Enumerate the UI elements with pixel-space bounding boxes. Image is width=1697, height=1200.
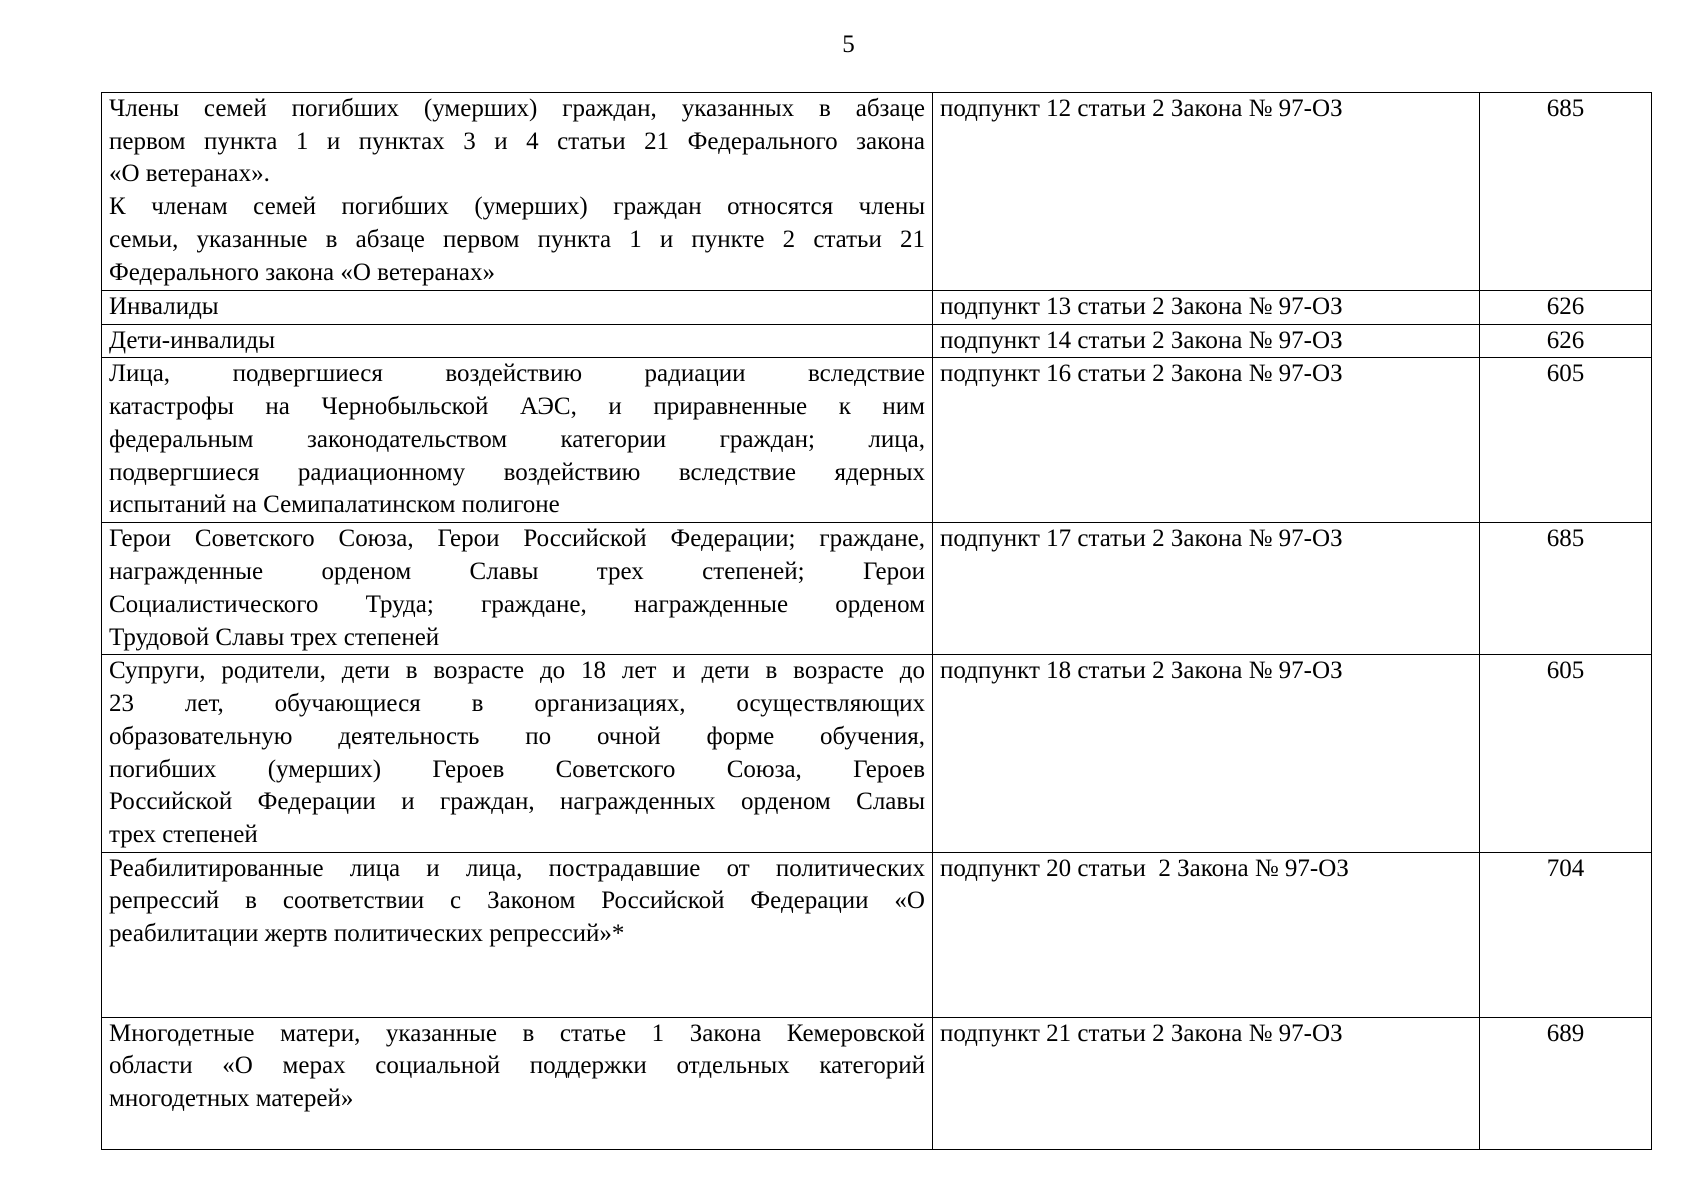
category-line: Многодетные матери, указанные в статье 1 Закона Кемеровской xyxy=(109,1019,925,1047)
category-cell xyxy=(102,93,933,291)
category-cell xyxy=(102,291,933,325)
amount-cell: 689 xyxy=(1480,1017,1652,1149)
category-line: репрессий в соответствии с Законом Российской Федерации «О xyxy=(109,887,925,915)
category-line: федеральным законодательством категории граждан; лица, xyxy=(109,425,925,453)
category-cell xyxy=(102,852,933,1017)
category-line: подвергшиеся радиационному воздействию вследствие ядерных xyxy=(109,458,925,486)
amount-cell: 704 xyxy=(1480,852,1652,1017)
category-line: Федерального закона «О ветеранах» xyxy=(109,258,496,286)
table-row xyxy=(102,655,1652,852)
amount-cell: 685 xyxy=(1480,93,1652,291)
amount-cell: 605 xyxy=(1480,358,1652,523)
category-line: образовательную деятельность по очной форме обучения, xyxy=(109,722,925,750)
table-row xyxy=(102,852,1652,1017)
category-cell xyxy=(102,523,933,655)
law-reference-cell: подпункт 16 статьи 2 Закона № 97-ОЗ xyxy=(933,358,1480,523)
category-line: «О ветеранах». xyxy=(109,160,270,188)
category-cell xyxy=(102,655,933,852)
category-line: области «О мерах социальной поддержки отдельных категорий xyxy=(109,1052,925,1080)
table-row xyxy=(102,358,1652,523)
table-row xyxy=(102,291,1652,325)
category-line: реабилитации жертв политических репрессий»* xyxy=(109,920,625,948)
category-line: награжденные орденом Славы трех степеней; Герои xyxy=(109,558,925,586)
law-reference-cell: подпункт 20 статьи 2 Закона № 97-ОЗ xyxy=(933,852,1480,1017)
benefits-table xyxy=(101,92,1652,1150)
category-line: Члены семей погибших (умерших) граждан, указанных в абзаце xyxy=(109,95,925,122)
category-line: многодетных матерей» xyxy=(109,1085,354,1113)
category-line: первом пункта 1 и пунктах 3 и 4 статьи 21 Федерального закона xyxy=(109,127,925,155)
table-row xyxy=(102,1017,1652,1149)
category-line: катастрофы на Чернобыльской АЭС, и приравненные к ним xyxy=(109,393,925,421)
category-line: Реабилитированные лица и лица, пострадавшие от политических xyxy=(109,854,925,882)
table-body xyxy=(102,93,1652,1150)
category-line: 23 лет, обучающиеся в организациях, осуществляющих xyxy=(109,690,925,718)
category-line: Супруги, родители, дети в возрасте до 18 лет и дети в возрасте до xyxy=(109,657,925,685)
category-line: Лица, подвергшиеся воздействию радиации вследствие xyxy=(109,360,925,388)
category-cell xyxy=(102,324,933,358)
table-row xyxy=(102,93,1652,291)
category-line: Социалистического Труда; граждане, награжденные орденом xyxy=(109,590,925,618)
amount-cell: 605 xyxy=(1480,655,1652,852)
category-line: К членам семей погибших (умерших) граждан относятся члены xyxy=(109,193,925,221)
category-cell xyxy=(102,358,933,523)
category-line: испытаний на Семипалатинском полигоне xyxy=(109,491,560,519)
table-row xyxy=(102,324,1652,358)
amount-cell: 626 xyxy=(1480,324,1652,358)
category-cell xyxy=(102,1017,933,1149)
category-line: Российской Федерации и граждан, награжденных орденом Славы xyxy=(109,788,925,816)
category-line: Герои Советского Союза, Герои Российской Федерации; граждане, xyxy=(109,525,925,553)
page-number: 5 xyxy=(842,31,855,58)
law-reference-cell: подпункт 13 статьи 2 Закона № 97-ОЗ xyxy=(933,291,1480,325)
amount-cell: 626 xyxy=(1480,291,1652,325)
amount-cell: 685 xyxy=(1480,523,1652,655)
law-reference-cell: подпункт 14 статьи 2 Закона № 97-ОЗ xyxy=(933,324,1480,358)
category-line: Инвалиды xyxy=(109,293,219,320)
category-line: трех степеней xyxy=(109,820,258,848)
table-row xyxy=(102,523,1652,655)
law-reference-cell: подпункт 18 статьи 2 Закона № 97-ОЗ xyxy=(933,655,1480,852)
category-line: семьи, указанные в абзаце первом пункта 1 и пункте 2 статьи 21 xyxy=(109,225,925,253)
category-line: Трудовой Славы трех степеней xyxy=(109,623,440,651)
law-reference-cell: подпункт 21 статьи 2 Закона № 97-ОЗ xyxy=(933,1017,1480,1149)
category-line: погибших (умерших) Героев Советского Союза, Героев xyxy=(109,755,925,783)
category-line: Дети-инвалиды xyxy=(109,326,276,354)
law-reference-cell: подпункт 12 статьи 2 Закона № 97-ОЗ xyxy=(933,93,1480,291)
law-reference-cell: подпункт 17 статьи 2 Закона № 97-ОЗ xyxy=(933,523,1480,655)
